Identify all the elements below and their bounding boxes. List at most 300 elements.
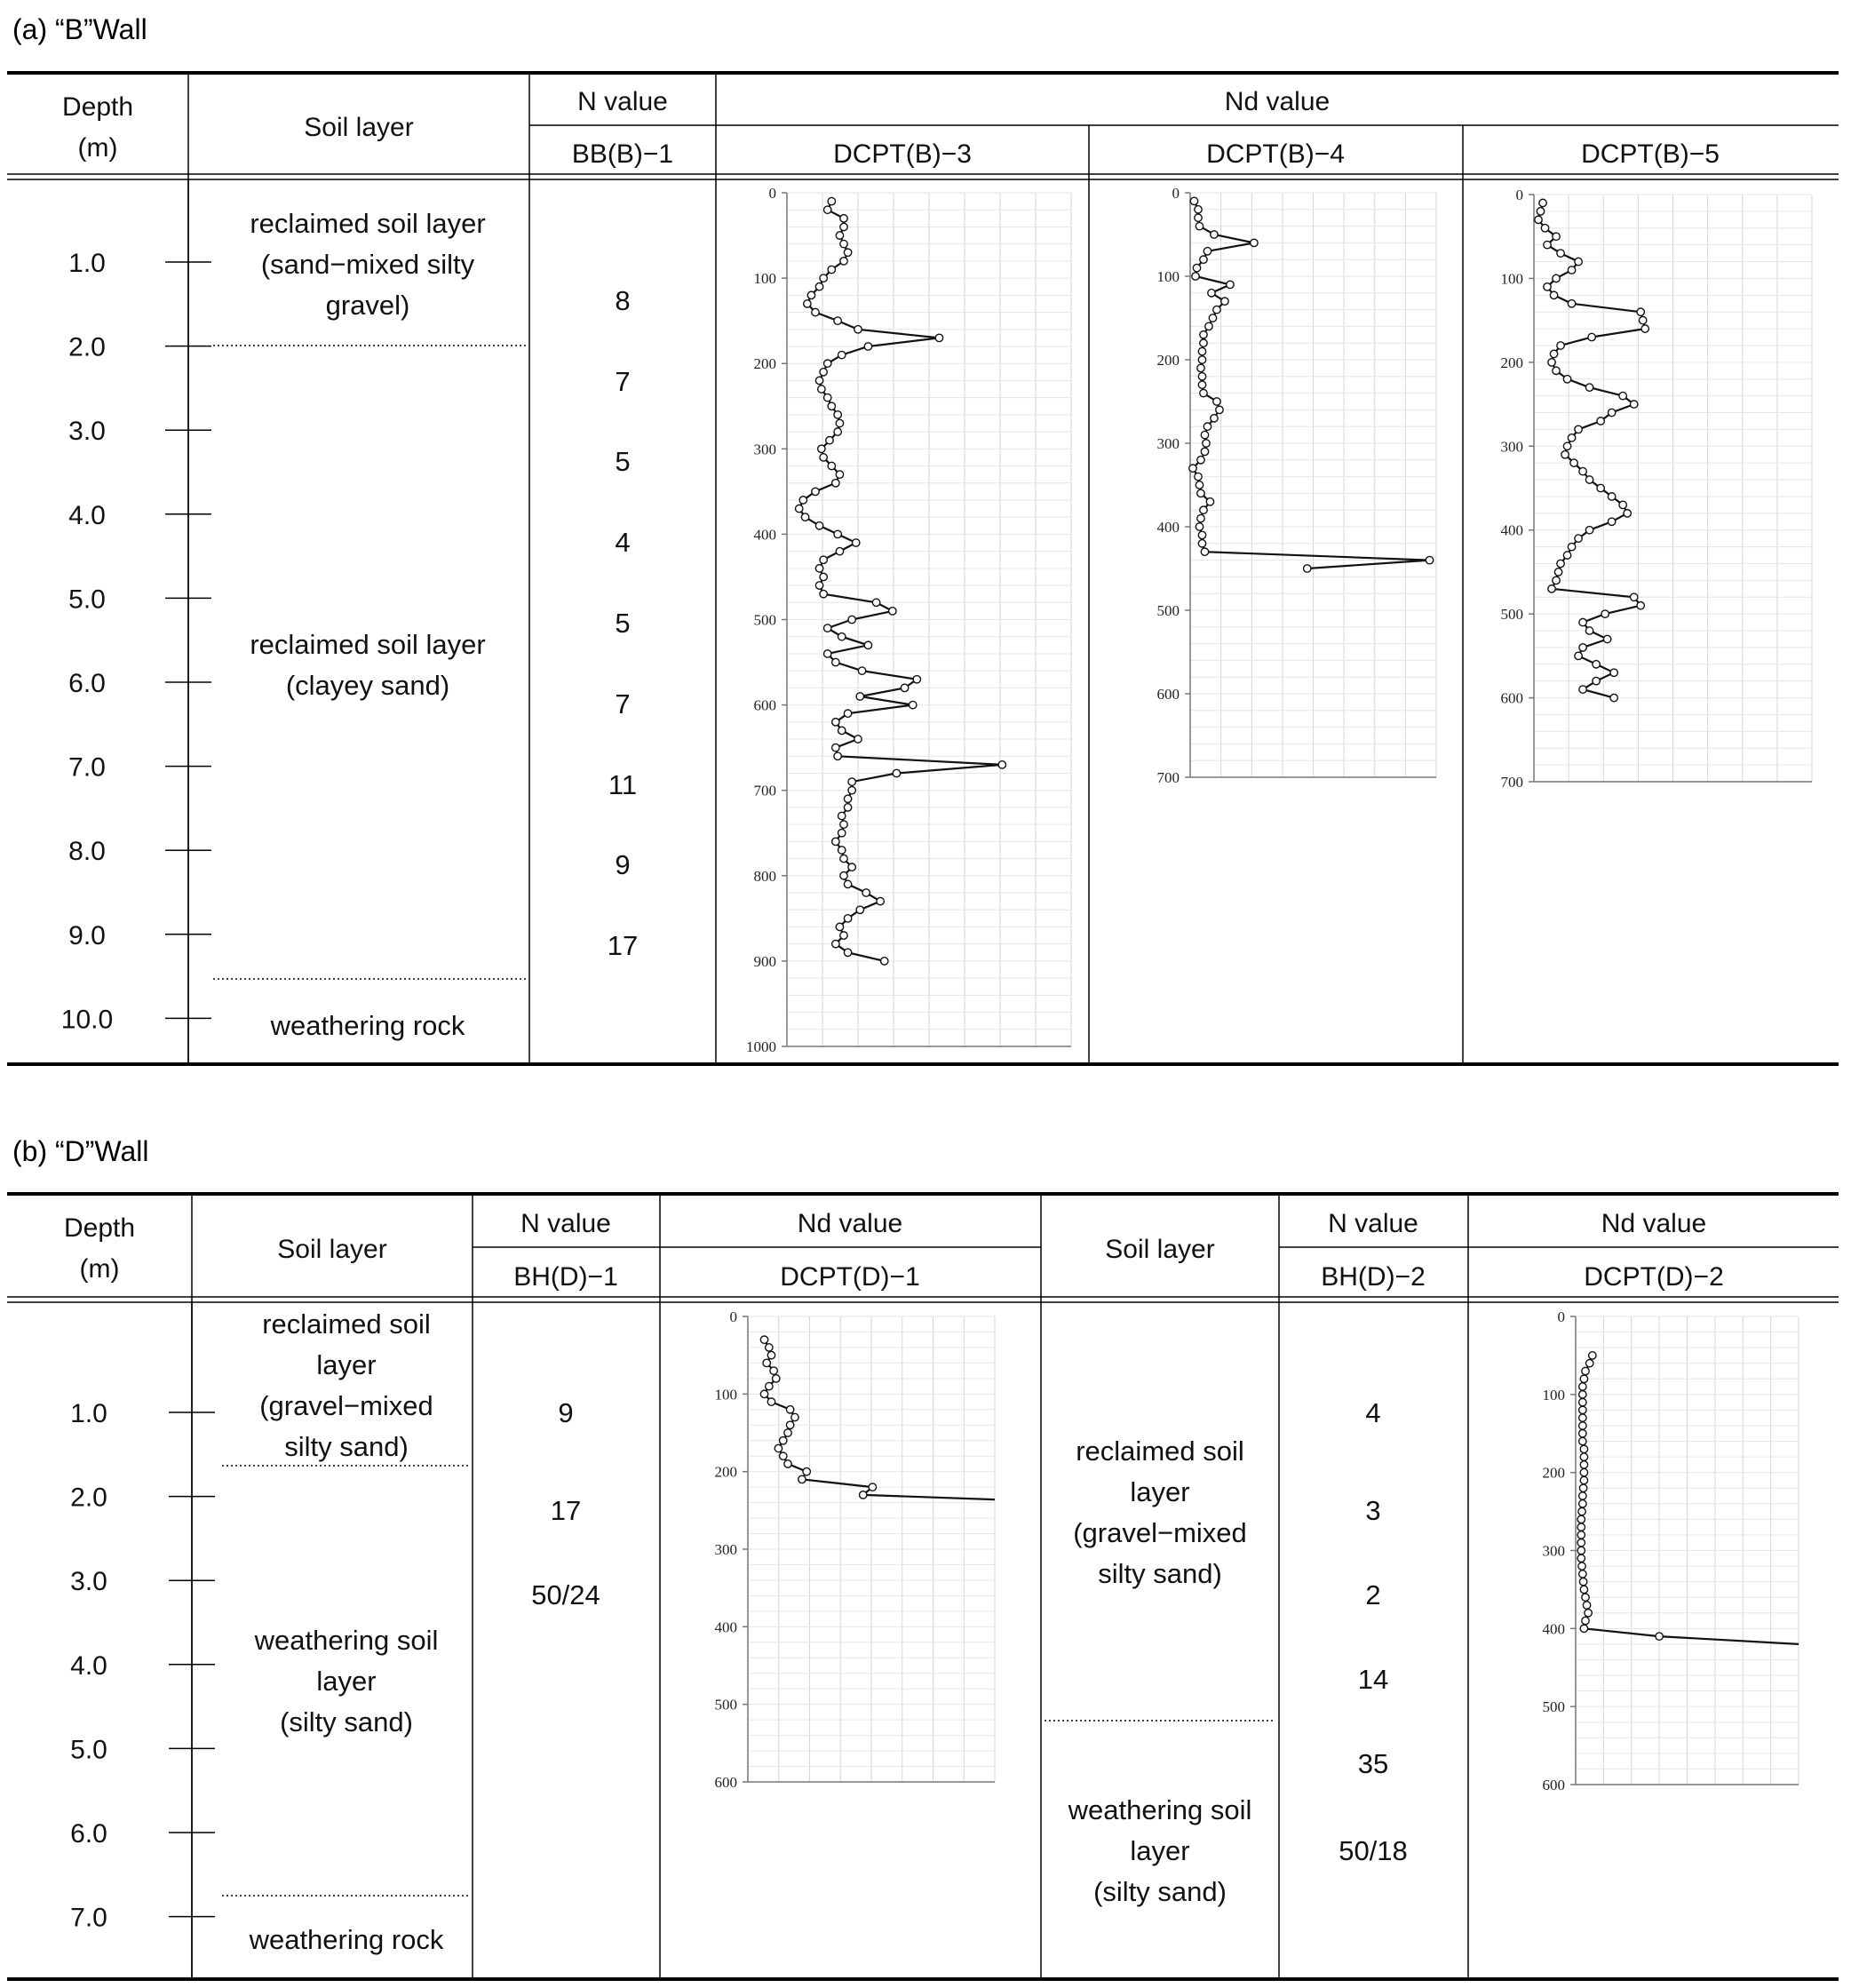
nd-data-point <box>1579 1437 1586 1444</box>
chart-y-tick-label: 300 <box>714 1541 737 1558</box>
header-nd-value-d-2: Nd value <box>1601 1209 1707 1238</box>
nd-data-point <box>760 1390 767 1397</box>
nd-data-point <box>780 1437 787 1444</box>
nd-data-point <box>824 394 831 401</box>
nd-data-point <box>1304 565 1311 572</box>
nd-data-point <box>844 949 851 956</box>
nd-data-point <box>791 1413 798 1420</box>
nd-data-point <box>862 889 870 896</box>
soil-layer-label: layer <box>1130 1476 1190 1507</box>
nd-data-point <box>1608 493 1615 500</box>
soil-layer-label: (clayey sand) <box>285 670 450 701</box>
nd-data-point <box>1206 498 1213 505</box>
nd-data-point <box>840 215 847 222</box>
nd-data-point <box>767 1398 775 1405</box>
nd-data-point <box>836 547 843 554</box>
header-depth-unit-d: (m) <box>79 1254 120 1284</box>
nd-data-point <box>1577 1531 1585 1539</box>
nd-data-point <box>1201 548 1208 555</box>
depth-tick-label: 6.0 <box>68 669 106 698</box>
nd-data-point <box>1579 1430 1586 1437</box>
soil-layer-label: reclaimed soil <box>1076 1435 1244 1467</box>
nd-data-point <box>1205 322 1212 330</box>
nd-data-point <box>763 1359 770 1366</box>
depth-tick-label: 7.0 <box>68 752 106 783</box>
nd-data-point <box>1578 1507 1585 1515</box>
nd-data-point <box>856 693 863 700</box>
nd-data-point <box>1579 1422 1586 1429</box>
nd-data-point <box>1580 1476 1587 1483</box>
header-bb-b-1: BB(B)−1 <box>571 139 674 169</box>
chart-y-tick-label: 200 <box>753 355 776 373</box>
nd-data-point <box>1583 1602 1590 1609</box>
depth-tick-label: 1.0 <box>68 249 106 278</box>
soil-layer-label: (gravel−mixed <box>1073 1517 1247 1548</box>
nd-data-point <box>1585 476 1593 483</box>
soil-layer-label: (sand−mixed silty <box>260 249 475 280</box>
nd-data-point <box>1200 256 1207 263</box>
header-n-value-d-2: N value <box>1328 1209 1418 1238</box>
soil-layer-label: weathering rock <box>270 1010 465 1041</box>
nd-data-point <box>1201 431 1208 438</box>
nd-data-point <box>854 736 862 743</box>
nd-data-point <box>1213 306 1220 313</box>
nd-data-point <box>1190 197 1197 204</box>
nd-data-point <box>766 1382 773 1389</box>
nd-data-point <box>1563 376 1570 383</box>
nd-data-point <box>820 573 827 580</box>
nd-data-point <box>807 291 814 298</box>
soil-layer-label: weathering soil <box>1068 1794 1252 1825</box>
nd-data-point <box>1201 448 1208 455</box>
nd-data-point <box>834 411 841 418</box>
depth-tick-label: 3.0 <box>70 1567 107 1597</box>
nd-data-point <box>832 480 839 487</box>
nd-data-point <box>848 787 855 794</box>
soil-layer-label: (silty sand) <box>280 1706 413 1738</box>
header-dcpt-b-5: DCPT(B)−5 <box>1581 139 1720 169</box>
soil-layer-label: layer <box>316 1349 377 1380</box>
chart-y-tick-label: 200 <box>714 1463 737 1481</box>
nd-data-point <box>1579 467 1586 474</box>
nd-data-point <box>856 906 863 913</box>
nd-data-point <box>775 1444 782 1451</box>
nd-data-point <box>1568 543 1575 550</box>
nd-data-point <box>1624 510 1631 517</box>
nd-data-point <box>1544 241 1551 248</box>
n-value-cell: 7 <box>615 688 631 720</box>
nd-data-point <box>1216 406 1223 413</box>
soil-layer-label: reclaimed soil layer <box>250 629 486 660</box>
chart-y-tick-label: 100 <box>753 270 776 288</box>
nd-data-point <box>828 402 835 410</box>
nd-data-point <box>1582 1617 1589 1624</box>
chart-y-tick-label: 0 <box>1557 1308 1565 1325</box>
nd-data-point <box>1227 281 1234 288</box>
nd-data-point <box>1553 274 1560 282</box>
nd-data-point <box>1200 389 1207 396</box>
nd-data-point <box>864 641 871 648</box>
nd-data-point <box>1197 514 1204 521</box>
chart-y-tick-label: 100 <box>1156 268 1180 285</box>
header-dcpt-b-4: DCPT(B)−4 <box>1206 139 1345 169</box>
nd-data-point <box>1563 442 1570 449</box>
nd-data-point <box>1608 518 1615 525</box>
nd-data-point <box>1561 451 1569 458</box>
nd-series-line <box>1581 1356 1799 1644</box>
header-nd-value-b: Nd value <box>1224 87 1331 116</box>
nd-data-point <box>840 932 847 939</box>
nd-data-point <box>1637 602 1644 609</box>
chart-y-tick-label: 0 <box>1515 187 1523 203</box>
chart-y-tick-label: 600 <box>753 696 776 714</box>
n-value-cell: 17 <box>550 1495 582 1526</box>
nd-data-point <box>1209 314 1216 322</box>
chart-y-tick-label: 400 <box>753 526 776 544</box>
nd-data-point <box>828 266 835 273</box>
nd-data-point <box>1204 248 1211 255</box>
depth-tick-label: 9.0 <box>68 920 106 950</box>
nd-data-point <box>1198 373 1205 380</box>
nd-data-point <box>815 283 822 290</box>
nd-data-point <box>1579 618 1586 625</box>
nd-data-point <box>818 445 825 452</box>
depth-tick-label: 2.0 <box>70 1483 107 1513</box>
nd-data-point <box>836 923 843 930</box>
nd-data-point <box>1563 552 1570 559</box>
nd-data-point <box>1577 1539 1585 1547</box>
nd-data-point <box>1608 409 1615 416</box>
header-soil-b: Soil layer <box>304 113 414 142</box>
nd-data-point <box>1211 231 1218 238</box>
chart-y-tick-label: 500 <box>714 1696 737 1714</box>
nd-data-point <box>812 308 819 315</box>
nd-data-point <box>815 377 822 384</box>
nd-data-point <box>834 752 841 759</box>
depth-axis-d <box>70 1302 215 1979</box>
nd-data-point <box>796 505 803 512</box>
nd-data-point <box>1579 686 1586 693</box>
nd-data-point <box>803 1467 810 1475</box>
chart-y-tick-label: 300 <box>753 441 776 458</box>
nd-data-point <box>1579 1484 1586 1491</box>
nd-data-point <box>828 462 835 469</box>
nd-data-point <box>838 633 846 640</box>
nd-data-point <box>1580 1453 1587 1460</box>
nd-data-point <box>840 872 847 879</box>
soil-layer-label: layer <box>316 1666 377 1697</box>
nd-data-point <box>1585 384 1593 391</box>
nd-data-point <box>820 274 827 282</box>
nd-data-point <box>838 847 846 854</box>
header-n-value-b: N value <box>577 87 668 116</box>
soil-layer-label: (gravel−mixed <box>259 1390 433 1421</box>
nd-data-point <box>836 471 843 478</box>
nd-data-point <box>872 599 879 606</box>
nd-data-point <box>860 1491 867 1499</box>
n-value-cell: 17 <box>607 930 639 961</box>
nd-data-point <box>1535 216 1542 223</box>
nd-data-point <box>869 1483 876 1491</box>
n-value-cell: 50/18 <box>1339 1835 1408 1866</box>
nd-data-point <box>901 684 908 691</box>
nd-data-point <box>1619 501 1626 508</box>
nd-data-point <box>832 940 839 947</box>
soil-layer-label: silty sand) <box>284 1431 409 1462</box>
nd-data-point <box>844 880 851 887</box>
nd-data-point <box>935 334 942 341</box>
nd-data-point <box>834 530 841 537</box>
nd-data-point <box>824 624 831 632</box>
nd-data-point <box>1593 661 1600 668</box>
nd-data-point <box>786 1406 793 1413</box>
nd-data-point <box>838 351 846 358</box>
nd-data-point <box>1579 1383 1586 1390</box>
nd-data-point <box>1610 669 1617 676</box>
depth-axis-b <box>61 179 211 1064</box>
nd-data-point <box>1251 239 1258 246</box>
soil-layer-label: reclaimed soil layer <box>250 208 486 239</box>
nd-data-point <box>1198 381 1205 388</box>
chart-y-tick-label: 100 <box>1500 270 1523 288</box>
nd-data-point <box>1197 364 1204 371</box>
nd-data-point <box>767 1351 775 1358</box>
nd-data-point <box>1200 506 1207 513</box>
nd-data-point <box>826 436 833 443</box>
nd-data-point <box>1577 1523 1585 1531</box>
nd-data-point <box>820 590 827 597</box>
chart-y-tick-label: 400 <box>1156 519 1180 536</box>
soil-layer-label: weathering rock <box>249 1924 444 1955</box>
nd-data-point <box>1195 206 1202 213</box>
nd-data-point <box>858 667 865 674</box>
nd-data-point <box>864 343 871 350</box>
depth-tick-label: 10.0 <box>60 1005 114 1035</box>
chart-y-tick-label: 1000 <box>746 1038 776 1055</box>
nd-data-point <box>844 795 851 802</box>
chart-dcpt-d-1 <box>715 1308 996 1791</box>
chart-y-tick-label: 800 <box>753 867 776 885</box>
chart-y-tick-label: 900 <box>753 952 776 970</box>
nd-data-point <box>1544 283 1551 290</box>
nd-data-point <box>1580 1445 1587 1452</box>
nd-data-point <box>1198 347 1205 354</box>
nd-data-point <box>1580 1461 1587 1468</box>
chart-y-tick-label: 500 <box>1500 606 1523 624</box>
nd-data-point <box>766 1344 773 1351</box>
nd-data-point <box>1196 222 1203 229</box>
chart-y-tick-label: 500 <box>1542 1698 1565 1716</box>
depth-tick-label: 6.0 <box>70 1819 107 1849</box>
nd-data-point <box>1193 264 1200 271</box>
nd-data-point <box>820 454 827 461</box>
depth-tick-label: 4.0 <box>70 1650 107 1681</box>
nd-data-point <box>828 197 835 204</box>
nd-data-point <box>824 206 831 213</box>
nd-data-point <box>1589 1352 1596 1359</box>
nd-series-line <box>765 1340 996 1499</box>
nd-data-point <box>840 855 847 862</box>
nd-data-point <box>1208 290 1215 297</box>
nd-data-point <box>844 249 851 256</box>
n-value-cell: 9 <box>558 1397 574 1428</box>
header-soil-d-1: Soil layer <box>277 1235 387 1264</box>
nd-data-point <box>1603 635 1610 642</box>
nd-data-point <box>840 223 847 230</box>
nd-data-point <box>838 727 846 734</box>
soil-layer-label: layer <box>1130 1835 1190 1866</box>
soil-layer-label: (silty sand) <box>1093 1876 1227 1907</box>
nd-data-point <box>844 915 851 922</box>
nd-data-point <box>1575 535 1582 542</box>
nd-data-point <box>840 258 847 265</box>
chart-y-tick-label: 100 <box>1542 1386 1565 1404</box>
nd-data-point <box>1557 250 1564 257</box>
nd-data-point <box>1541 225 1548 232</box>
header-depth-unit-b: (m) <box>77 133 118 163</box>
nd-data-point <box>1575 425 1582 433</box>
chart-dcpt-b-5 <box>1501 187 1813 791</box>
depth-tick-label: 5.0 <box>70 1735 107 1765</box>
nd-data-point <box>838 812 846 819</box>
nd-data-point <box>913 676 920 683</box>
nd-data-point <box>818 386 825 393</box>
n-value-cell: 50/24 <box>531 1579 600 1610</box>
nd-data-point <box>1639 316 1646 323</box>
chart-y-tick-label: 600 <box>1156 686 1180 703</box>
depth-tick-label: 3.0 <box>68 417 106 447</box>
nd-data-point <box>844 804 851 811</box>
nd-data-point <box>1585 1610 1592 1617</box>
nd-data-point <box>1189 465 1196 472</box>
depth-tick-label: 2.0 <box>68 332 106 362</box>
nd-data-point <box>1577 1547 1585 1554</box>
nd-data-point <box>1568 300 1575 307</box>
nd-data-point <box>1204 423 1211 430</box>
chart-y-tick-label: 600 <box>1500 689 1523 707</box>
nd-data-point <box>1548 359 1555 366</box>
nd-data-point <box>1195 214 1202 221</box>
nd-data-point <box>1597 484 1604 491</box>
chart-y-tick-label: 400 <box>1542 1620 1565 1638</box>
caption-b-wall: (a) “B”Wall <box>12 13 147 45</box>
nd-data-point <box>832 719 839 726</box>
n-value-cell: 5 <box>615 608 631 639</box>
chart-dcpt-b-3 <box>746 185 1071 1055</box>
nd-data-point <box>848 616 855 623</box>
nd-data-point <box>1656 1633 1663 1640</box>
nd-data-point <box>1211 415 1218 422</box>
soil-layer-label: reclaimed soil <box>262 1308 431 1340</box>
header-bh-d-1: BH(D)−1 <box>513 1262 618 1292</box>
chart-y-tick-label: 400 <box>1500 521 1523 539</box>
nd-data-point <box>889 608 896 615</box>
soil-layers-b <box>250 208 485 1041</box>
chart-y-tick-label: 500 <box>753 611 776 629</box>
n-value-cell: 9 <box>615 849 631 880</box>
nd-data-point <box>1200 331 1207 338</box>
nd-data-point <box>1575 652 1582 659</box>
nd-data-point <box>1553 577 1560 584</box>
chart-y-tick-label: 500 <box>1156 602 1180 619</box>
depth-tick-label: 8.0 <box>68 837 106 867</box>
header-n-value-d-1: N value <box>520 1209 611 1238</box>
chart-y-tick-label: 200 <box>1542 1464 1565 1482</box>
nd-data-point <box>1580 1625 1587 1632</box>
header-dcpt-b-3: DCPT(B)−3 <box>833 139 972 169</box>
n-value-cell: 11 <box>608 769 638 800</box>
depth-tick-label: 5.0 <box>68 584 106 615</box>
nd-data-point <box>812 488 819 495</box>
nd-data-point <box>1601 610 1609 617</box>
n-value-cell: 4 <box>615 527 631 558</box>
nd-data-point <box>848 778 855 785</box>
nd-data-point <box>838 830 846 837</box>
chart-y-tick-label: 0 <box>768 185 776 202</box>
soil-layers-d-2 <box>1068 1435 1252 1907</box>
nd-data-point <box>799 497 806 504</box>
nd-data-point <box>1630 401 1637 408</box>
nd-data-point <box>815 522 822 529</box>
nd-data-point <box>1200 339 1207 346</box>
nd-data-point <box>1197 457 1204 464</box>
nd-data-point <box>1579 1398 1586 1405</box>
nd-data-point <box>1568 434 1575 441</box>
nd-data-point <box>1585 527 1593 534</box>
n-value-cell: 3 <box>1365 1495 1381 1526</box>
nd-data-point <box>784 1460 791 1467</box>
nd-data-point <box>1539 199 1546 206</box>
nd-data-point <box>832 658 839 665</box>
header-nd-value-d-1: Nd value <box>797 1209 903 1238</box>
nd-data-point <box>801 513 808 521</box>
n-value-cell: 5 <box>615 446 631 477</box>
header-soil-d-2: Soil layer <box>1105 1235 1215 1264</box>
nd-data-point <box>834 317 841 324</box>
nd-data-point <box>780 1452 787 1459</box>
n-values-b <box>608 285 638 961</box>
chart-dcpt-b-4 <box>1157 185 1437 786</box>
nd-data-point <box>1550 350 1557 357</box>
chart-y-tick-label: 200 <box>1500 354 1523 371</box>
nd-data-point <box>1553 233 1560 240</box>
nd-data-point <box>836 419 843 426</box>
nd-data-point <box>1585 627 1593 634</box>
nd-series-line <box>799 202 1003 961</box>
nd-data-point <box>1619 392 1626 399</box>
caption-d-wall: (b) “D”Wall <box>12 1135 149 1167</box>
n-values-d-2 <box>1339 1397 1408 1866</box>
chart-y-tick-label: 100 <box>714 1386 737 1404</box>
n-value-cell: 14 <box>1357 1664 1389 1695</box>
chart-y-tick-label: 0 <box>729 1308 737 1325</box>
nd-data-point <box>1195 473 1202 480</box>
nd-data-point <box>832 838 839 845</box>
chart-y-tick-label: 400 <box>714 1618 737 1636</box>
chart-y-tick-label: 300 <box>1156 435 1180 452</box>
nd-data-point <box>834 428 841 435</box>
header-bh-d-2: BH(D)−2 <box>1321 1262 1426 1292</box>
nd-data-point <box>1198 356 1205 363</box>
nd-data-point <box>1579 1500 1586 1507</box>
chart-dcpt-d-2 <box>1543 1308 1799 1793</box>
nd-data-point <box>1580 1586 1587 1593</box>
nd-data-point <box>1568 266 1575 274</box>
nd-data-point <box>770 1367 777 1374</box>
nd-data-point <box>848 863 855 871</box>
nd-data-point <box>1570 459 1577 466</box>
header-dcpt-d-1: DCPT(D)−1 <box>780 1262 920 1292</box>
